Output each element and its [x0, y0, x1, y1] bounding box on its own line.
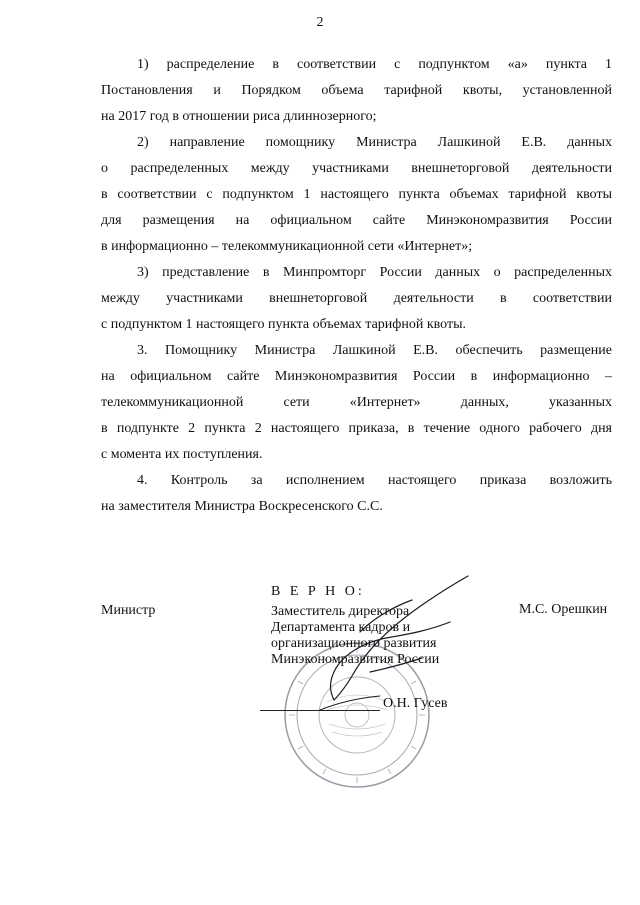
text-line: на заместителя Министра Воскресенского С.С.	[101, 499, 383, 514]
text-line: для размещения на официальном сайте Минэкономразвития России	[101, 213, 612, 228]
certifier-title	[271, 604, 439, 668]
text-line: с подпунктом 1 настоящего пункта объемах тарифной квоты.	[101, 317, 466, 332]
paragraph-item-2	[101, 130, 612, 260]
text-line: 4. Контроль за исполнением настоящего приказа возложить	[137, 473, 612, 488]
text-line: с момента их поступления.	[101, 447, 263, 462]
paragraph-clause-4	[101, 468, 612, 520]
text-line: 3. Помощнику Министра Лашкиной Е.В. обеспечить размещение	[137, 343, 612, 358]
paragraph-clause-3	[101, 338, 612, 468]
paragraph-item-1	[101, 52, 612, 130]
verno-label: В Е Р Н О:	[271, 584, 365, 599]
text-line: между участниками внешнеторговой деятельности в соответствии	[101, 291, 612, 306]
text-line: Постановления и Порядком объема тарифной квоты, установленной	[101, 83, 612, 98]
paragraph-item-3	[101, 260, 612, 338]
text-line: в соответствии с подпунктом 1 настоящего пункта объемах тарифной квоты	[101, 187, 612, 202]
certifier-title-line: Департамента кадров и	[271, 620, 411, 635]
text-line: о распределенных между участниками внешнеторговой деятельности	[101, 161, 612, 176]
text-line: в информационно – телекоммуникационной сети «Интернет»;	[101, 239, 473, 254]
text-line: на 2017 год в отношении риса длиннозерного;	[101, 109, 377, 124]
page-number: 2	[316, 15, 324, 30]
certifier-title-line: организационного развития	[271, 636, 437, 651]
text-line: 2) направление помощнику Министра Лашкиной Е.В. данных	[137, 135, 612, 150]
certifier-name: О.Н. Гусев	[383, 696, 448, 711]
minister-position: Министр	[101, 603, 156, 618]
text-line: телекоммуникационной сети «Интернет» данных, указанных	[101, 395, 612, 410]
text-line: 3) представление в Минпромторг России данных о распределенных	[137, 265, 612, 280]
minister-name: М.С. Орешкин	[519, 602, 608, 617]
text-line: 1) распределение в соответствии с подпунктом «а» пункта 1	[137, 57, 612, 72]
text-line: в подпункте 2 пункта 2 настоящего приказа, в течение одного рабочего дня	[101, 421, 612, 436]
certifier-title-line: Минэкономразвития России	[271, 652, 440, 667]
certifier-title-line: Заместитель директора	[271, 604, 410, 619]
signature-line	[260, 710, 380, 711]
text-line: на официальном сайте Минэкономразвития России в информационно –	[101, 369, 612, 384]
